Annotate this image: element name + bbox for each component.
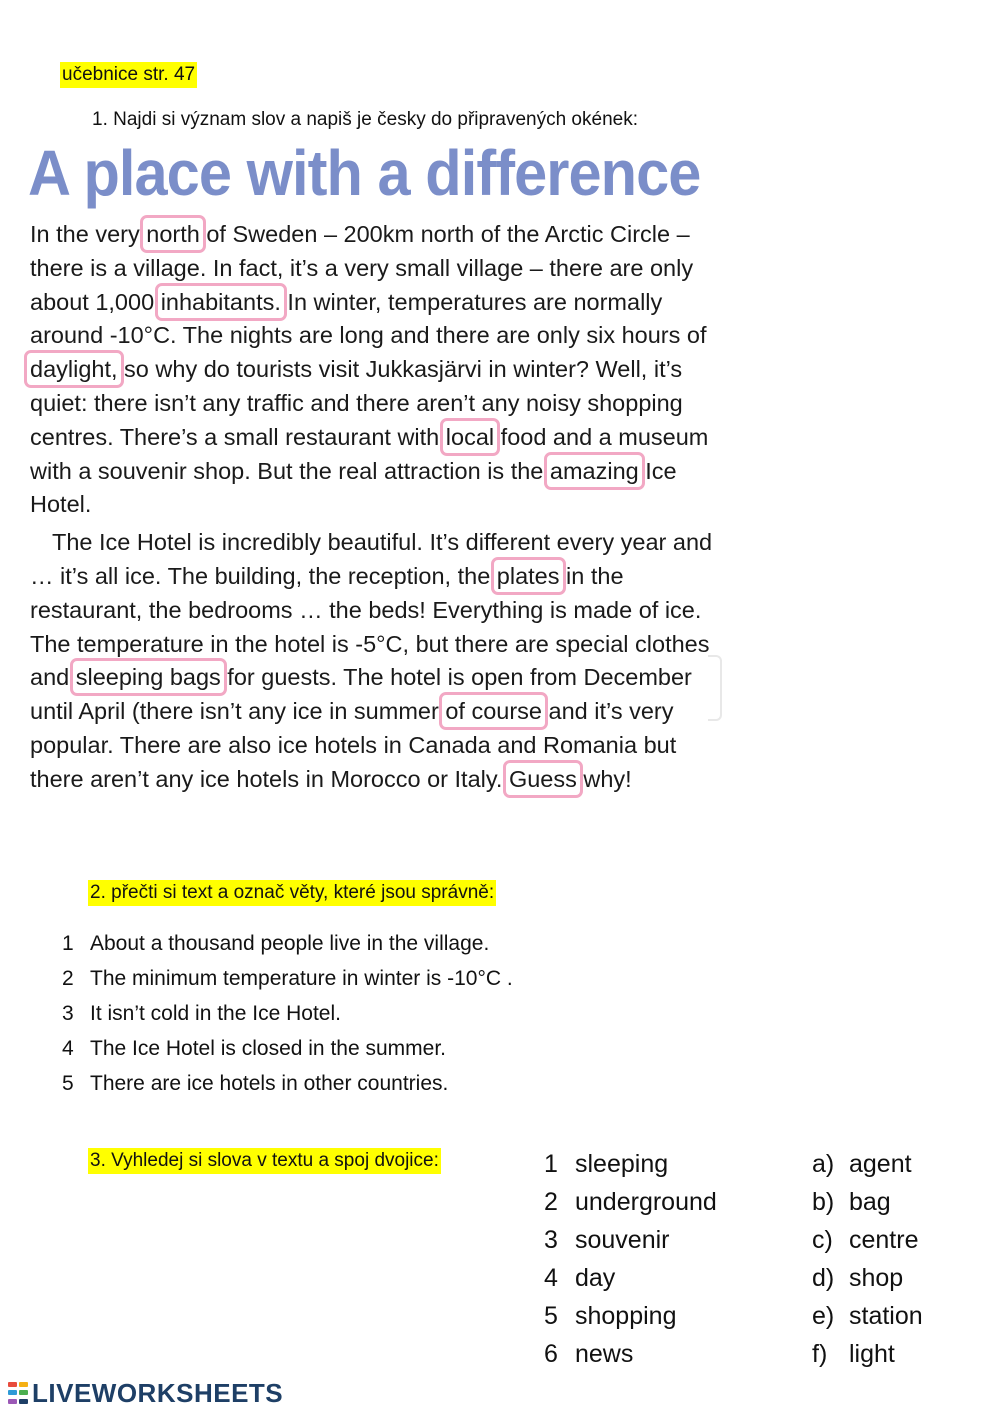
match-letter: b) <box>812 1188 835 1216</box>
match-right-item[interactable] <box>812 1145 923 1183</box>
vocab-box-north[interactable]: north <box>146 221 200 247</box>
statement-item[interactable] <box>62 998 513 1033</box>
page-reference: učebnice str. 47 <box>60 62 197 88</box>
vocab-box-inhabitants[interactable]: inhabitants. <box>160 288 281 315</box>
match-left-list <box>544 1145 717 1373</box>
match-letter: e) <box>812 1302 835 1330</box>
logo-text: LIVEWORKSHEETS <box>32 1378 284 1408</box>
text-segment: food and a museum with a souvenir shop. But the real attraction is the <box>30 423 709 484</box>
match-right-item[interactable] <box>812 1221 923 1259</box>
match-right-item[interactable] <box>812 1335 923 1373</box>
statement-list <box>62 928 513 1103</box>
logo-block <box>8 1399 17 1404</box>
match-left-item[interactable] <box>544 1297 717 1335</box>
match-number: 2 <box>544 1188 558 1216</box>
logo-block <box>8 1382 17 1387</box>
match-word: bag <box>849 1188 891 1216</box>
text-segment: so why do tourists visit Jukkasjärvi in winter? Well, it’s quiet: there isn’t any traffic and there aren’t any noisy shopping centres. There’s a small restaurant with <box>30 356 683 450</box>
text-segment: In winter, temperatures are normally around -10°C. The nights are long and there are only six hours of <box>30 288 707 349</box>
scan-page-edge <box>708 655 722 721</box>
logo-block <box>19 1399 28 1404</box>
match-word: day <box>575 1264 616 1292</box>
vocab-box-plates[interactable]: plates <box>496 562 560 589</box>
statement-text: There are ice hotels in other countries. <box>90 1072 449 1095</box>
statement-text: It isn’t cold in the Ice Hotel. <box>90 1002 341 1025</box>
statement-text: The Ice Hotel is closed in the summer. <box>90 1037 446 1060</box>
match-word: underground <box>575 1188 717 1216</box>
liveworksheets-logo <box>8 1378 283 1409</box>
vocab-box-amazing[interactable]: amazing <box>549 457 639 484</box>
match-number: 3 <box>544 1226 558 1254</box>
statement-number: 2 <box>62 967 74 990</box>
vocab-box-of-course[interactable]: of course <box>445 698 542 725</box>
article-paragraph-1 <box>30 218 720 522</box>
match-number: 5 <box>544 1302 558 1330</box>
match-letter: c) <box>812 1226 833 1254</box>
match-number: 1 <box>544 1150 558 1178</box>
text-segment: and it’s very popular. There are also ice hotels in Canada and Romania but there aren’t any ice hotels in Morocco or Italy. <box>30 698 677 792</box>
match-word: souvenir <box>575 1226 670 1254</box>
statement-item[interactable] <box>62 928 513 963</box>
match-left-item[interactable] <box>544 1259 717 1297</box>
match-left-item[interactable] <box>544 1145 717 1183</box>
statement-number: 4 <box>62 1037 74 1060</box>
article-text <box>30 218 720 797</box>
match-number: 4 <box>544 1264 558 1292</box>
match-word: light <box>849 1340 895 1368</box>
match-word: shopping <box>575 1302 677 1330</box>
match-left-item[interactable] <box>544 1183 717 1221</box>
match-left-item[interactable] <box>544 1221 717 1259</box>
vocab-box-local[interactable]: local <box>445 423 495 450</box>
statement-item[interactable] <box>62 1068 513 1103</box>
statement-number: 5 <box>62 1072 74 1095</box>
statement-item[interactable] <box>62 963 513 998</box>
match-letter: f) <box>812 1340 828 1368</box>
text-segment: for guests. The hotel is open from December until April (there isn’t any ice in summer <box>30 664 692 725</box>
statement-number: 1 <box>62 932 74 955</box>
match-right-list <box>812 1145 923 1373</box>
logo-block <box>19 1382 28 1387</box>
match-right-item[interactable] <box>812 1297 923 1335</box>
match-word: shop <box>849 1264 904 1292</box>
text-segment: Ice Hotel. <box>30 457 677 518</box>
text-segment: why! <box>576 765 632 792</box>
article-paragraph-2 <box>30 526 720 796</box>
vocab-box-daylight[interactable]: daylight, <box>30 356 118 383</box>
match-letter: a) <box>812 1150 835 1178</box>
task-2-instruction: 2. přečti si text a označ věty, které jsou správně: <box>88 880 496 906</box>
text-segment: of Sweden – 200km north of the Arctic Circle – there is a village. In fact, it’s a very small village – there are only about 1,000 <box>30 221 694 315</box>
match-word: sleeping <box>575 1150 669 1178</box>
match-word: agent <box>849 1150 912 1178</box>
match-letter: d) <box>812 1264 835 1292</box>
task-3-instruction: 3. Vyhledej si slova v textu a spoj dvojice: <box>88 1148 441 1174</box>
vocab-box-guess[interactable]: Guess <box>508 765 577 792</box>
match-right-item[interactable] <box>812 1259 923 1297</box>
match-word: news <box>575 1340 634 1368</box>
logo-block <box>19 1390 28 1395</box>
text-segment: The Ice Hotel is incredibly beautiful. It’s different every year and … it’s all ice. The building, the reception, the <box>30 529 713 589</box>
match-word: centre <box>849 1226 919 1254</box>
statement-text: About a thousand people live in the village. <box>90 932 490 955</box>
statement-text: The minimum temperature in winter is -10°C . <box>90 967 513 990</box>
liveworksheets-logo-icon <box>8 1382 28 1406</box>
match-number: 6 <box>544 1340 558 1368</box>
statement-number: 3 <box>62 1002 74 1025</box>
vocab-box-sleeping-bags[interactable]: sleeping bags <box>75 664 221 691</box>
logo-block <box>8 1390 17 1395</box>
match-right-item[interactable] <box>812 1183 923 1221</box>
article-title: A place with a difference <box>28 137 701 209</box>
match-left-item[interactable] <box>544 1335 717 1373</box>
task-1-instruction: 1. Najdi si význam slov a napiš je česky do připravených okének: <box>92 109 638 130</box>
statement-item[interactable] <box>62 1033 513 1068</box>
text-segment: In the very <box>30 221 147 247</box>
match-word: station <box>849 1302 923 1330</box>
text-segment: in the restaurant, the bedrooms … the beds! Everything is made of ice. The temperature in the hotel is -5°C, but there are special clothes and <box>30 562 710 691</box>
